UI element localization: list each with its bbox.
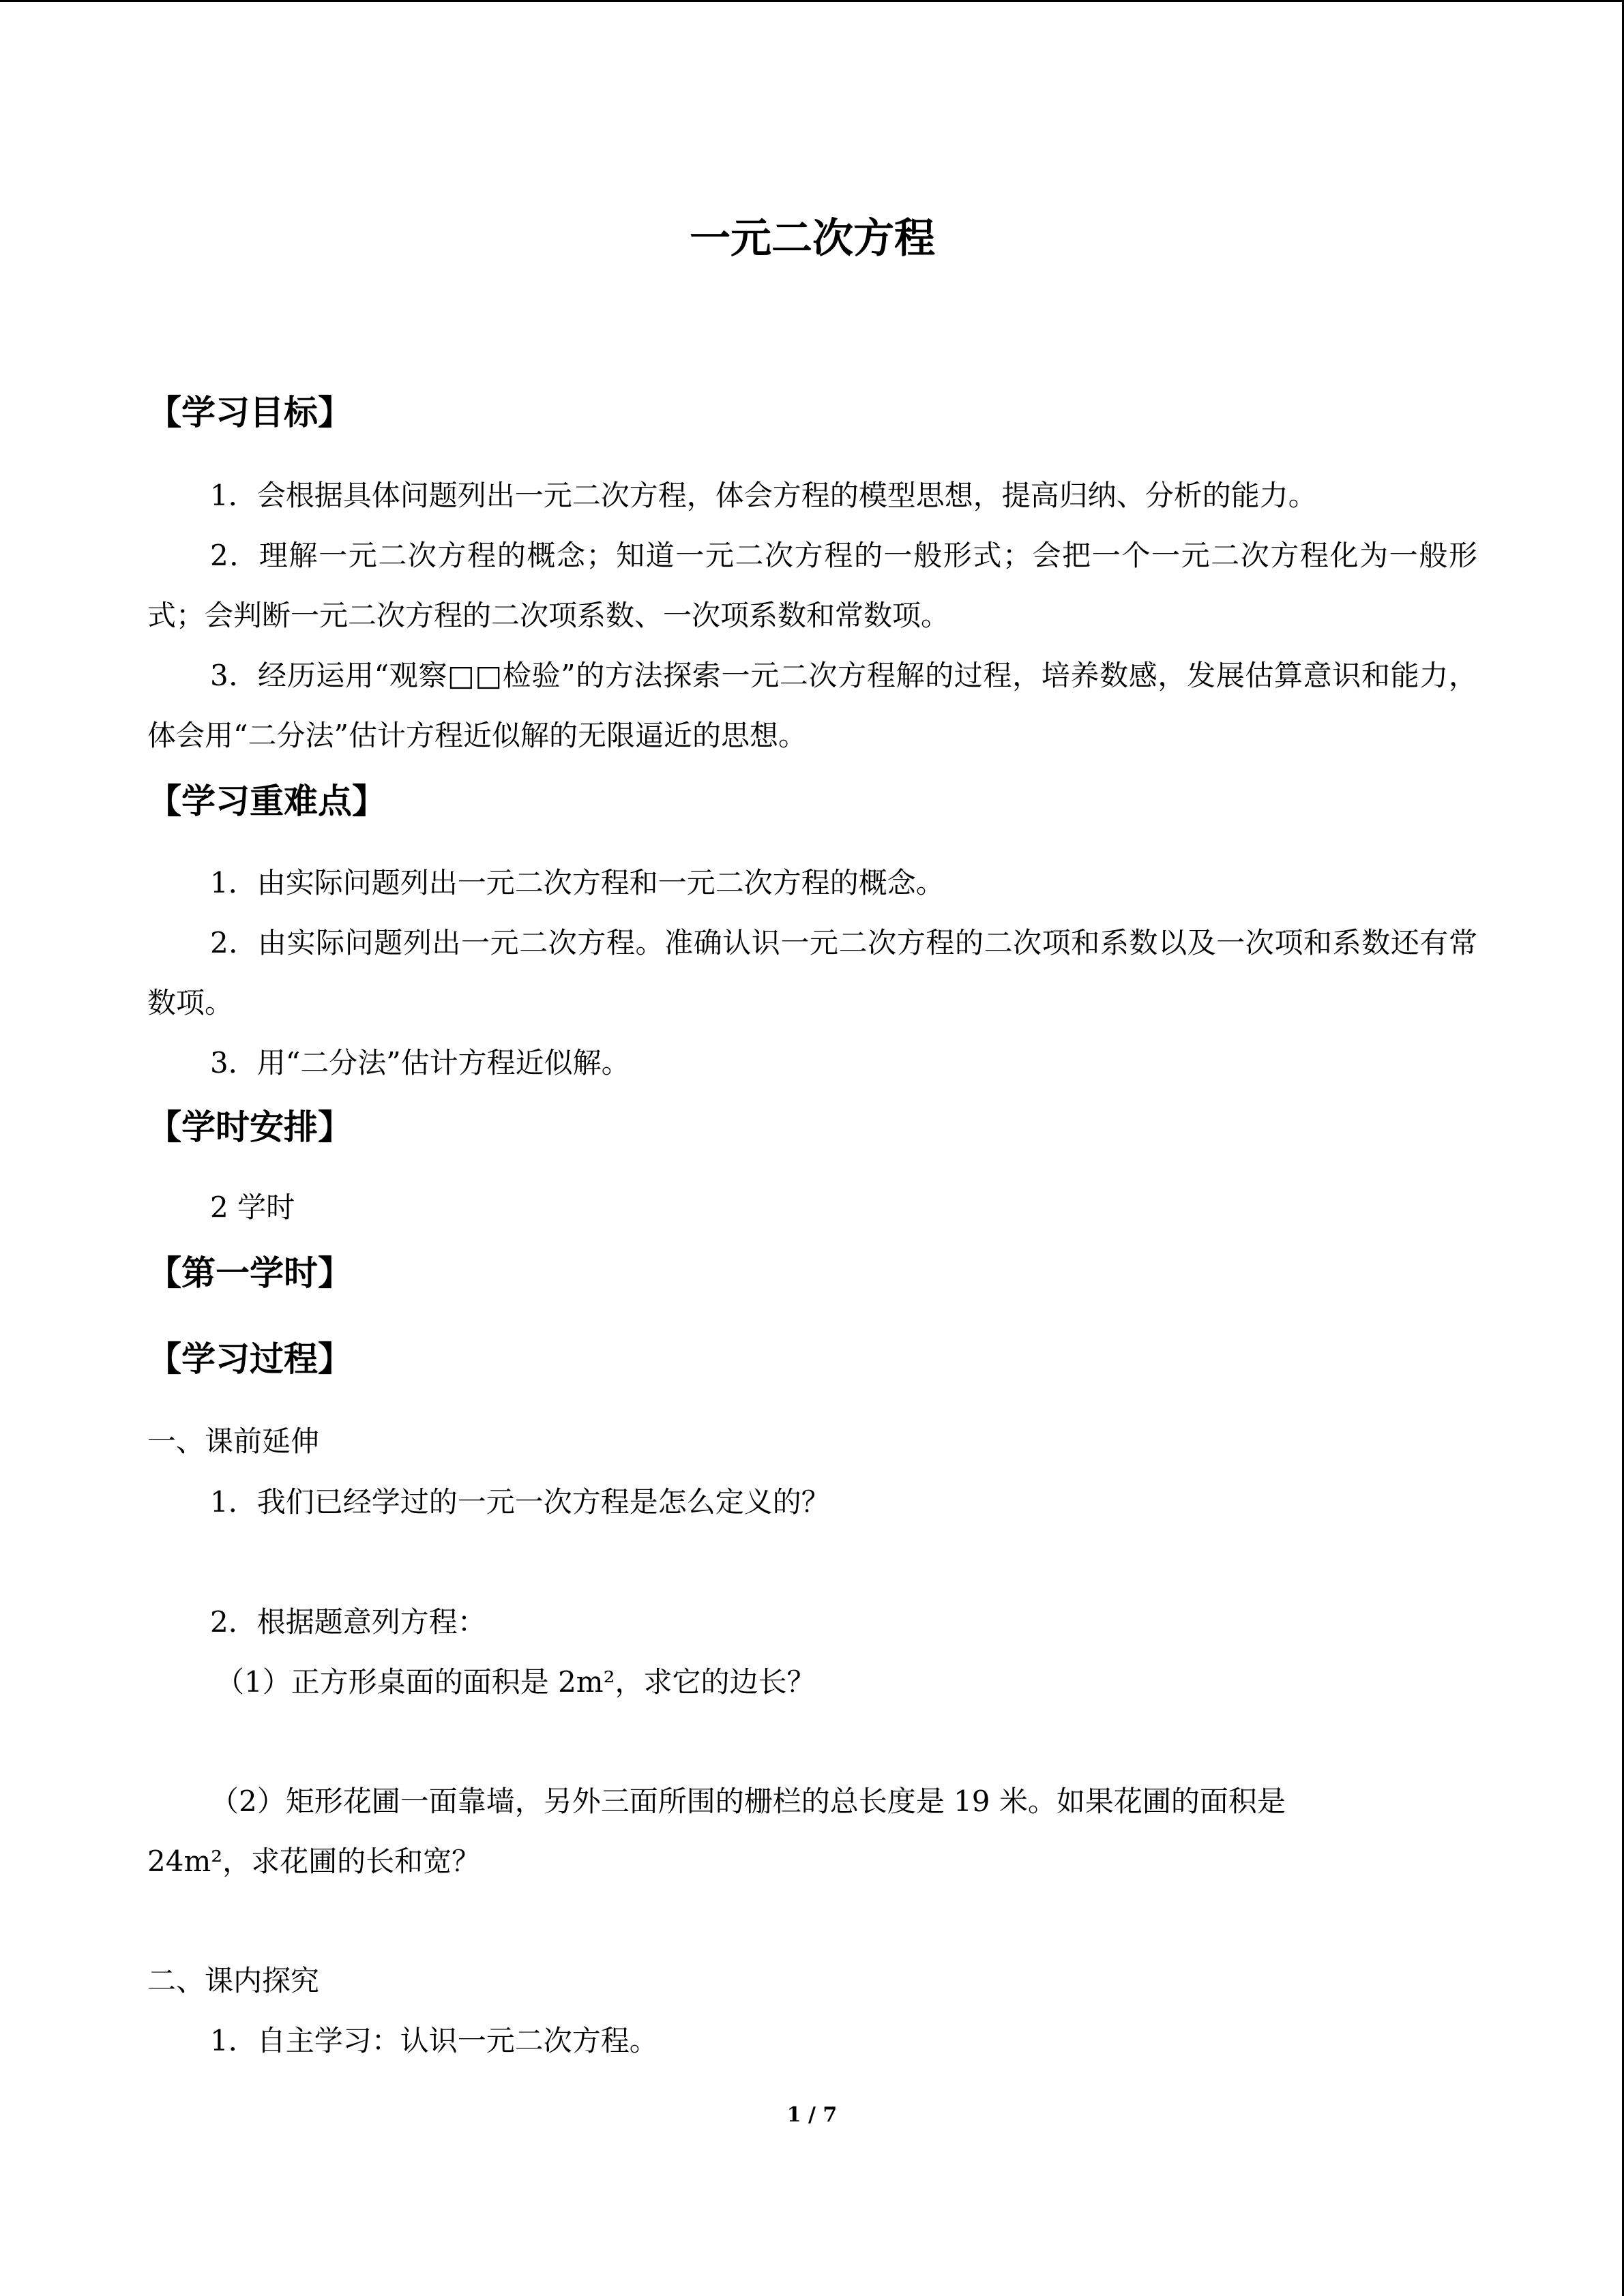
process-part2-item-1: 1．自主学习：认识一元二次方程。 [210,2024,658,2057]
section-heading-keypoints: 【学习重难点】 [147,781,386,821]
keypoint-item-3: 3．用“二分法”估计方程近似解。 [210,1046,630,1079]
keypoint-item-2: 2．由实际问题列出一元二次方程。准确认识一元二次方程的二次项和系数以及一次项和系数还有常数项。 [147,926,1477,1019]
process-question-2-2-line1: （2）矩形花圃一面靠墙，另外三面所围的栅栏的总长度是 19 米。如果花圃的面积是 [210,1785,1286,1818]
objective-item-3: 3．经历运用“观察□□检验”的方法探索一元二次方程解的过程，培养数感，发展估算意识和能力，体会用“二分法”估计方程近似解的无限逼近的思想。 [147,659,1477,752]
section-heading-first-period: 【第一学时】 [147,1253,352,1293]
section-heading-objectives: 【学习目标】 [147,393,352,432]
keypoint-item-1: 1．由实际问题列出一元二次方程和一元二次方程的概念。 [210,866,945,899]
document-title: 一元二次方程 [690,215,935,263]
process-question-1: 1．我们已经学过的一元一次方程是怎么定义的？ [210,1485,830,1519]
page-number: 1 / 7 [786,2103,838,2127]
section-heading-schedule: 【学时安排】 [147,1107,352,1147]
process-part2-heading: 二、课内探究 [147,1964,320,1997]
objective-item-2: 2．理解一元二次方程的概念；知道一元二次方程的一般形式；会把一个一元二次方程化为一般形式；会判断一元二次方程的二次项系数、一次项系数和常数项。 [147,539,1477,632]
schedule-text: 2 学时 [210,1191,295,1224]
process-part1-heading: 一、课前延伸 [147,1425,320,1458]
process-question-2-2-line2: 24m²，求花圃的长和宽？ [147,1845,481,1878]
section-heading-process: 【学习过程】 [147,1339,352,1379]
process-question-2-1: （1）正方形桌面的面积是 2m²，求它的边长？ [216,1665,816,1699]
process-question-2: 2．根据题意列方程： [210,1605,486,1639]
objective-item-1: 1．会根据具体问题列出一元二次方程，体会方程的模型思想，提高归纳、分析的能力。 [210,479,1317,512]
